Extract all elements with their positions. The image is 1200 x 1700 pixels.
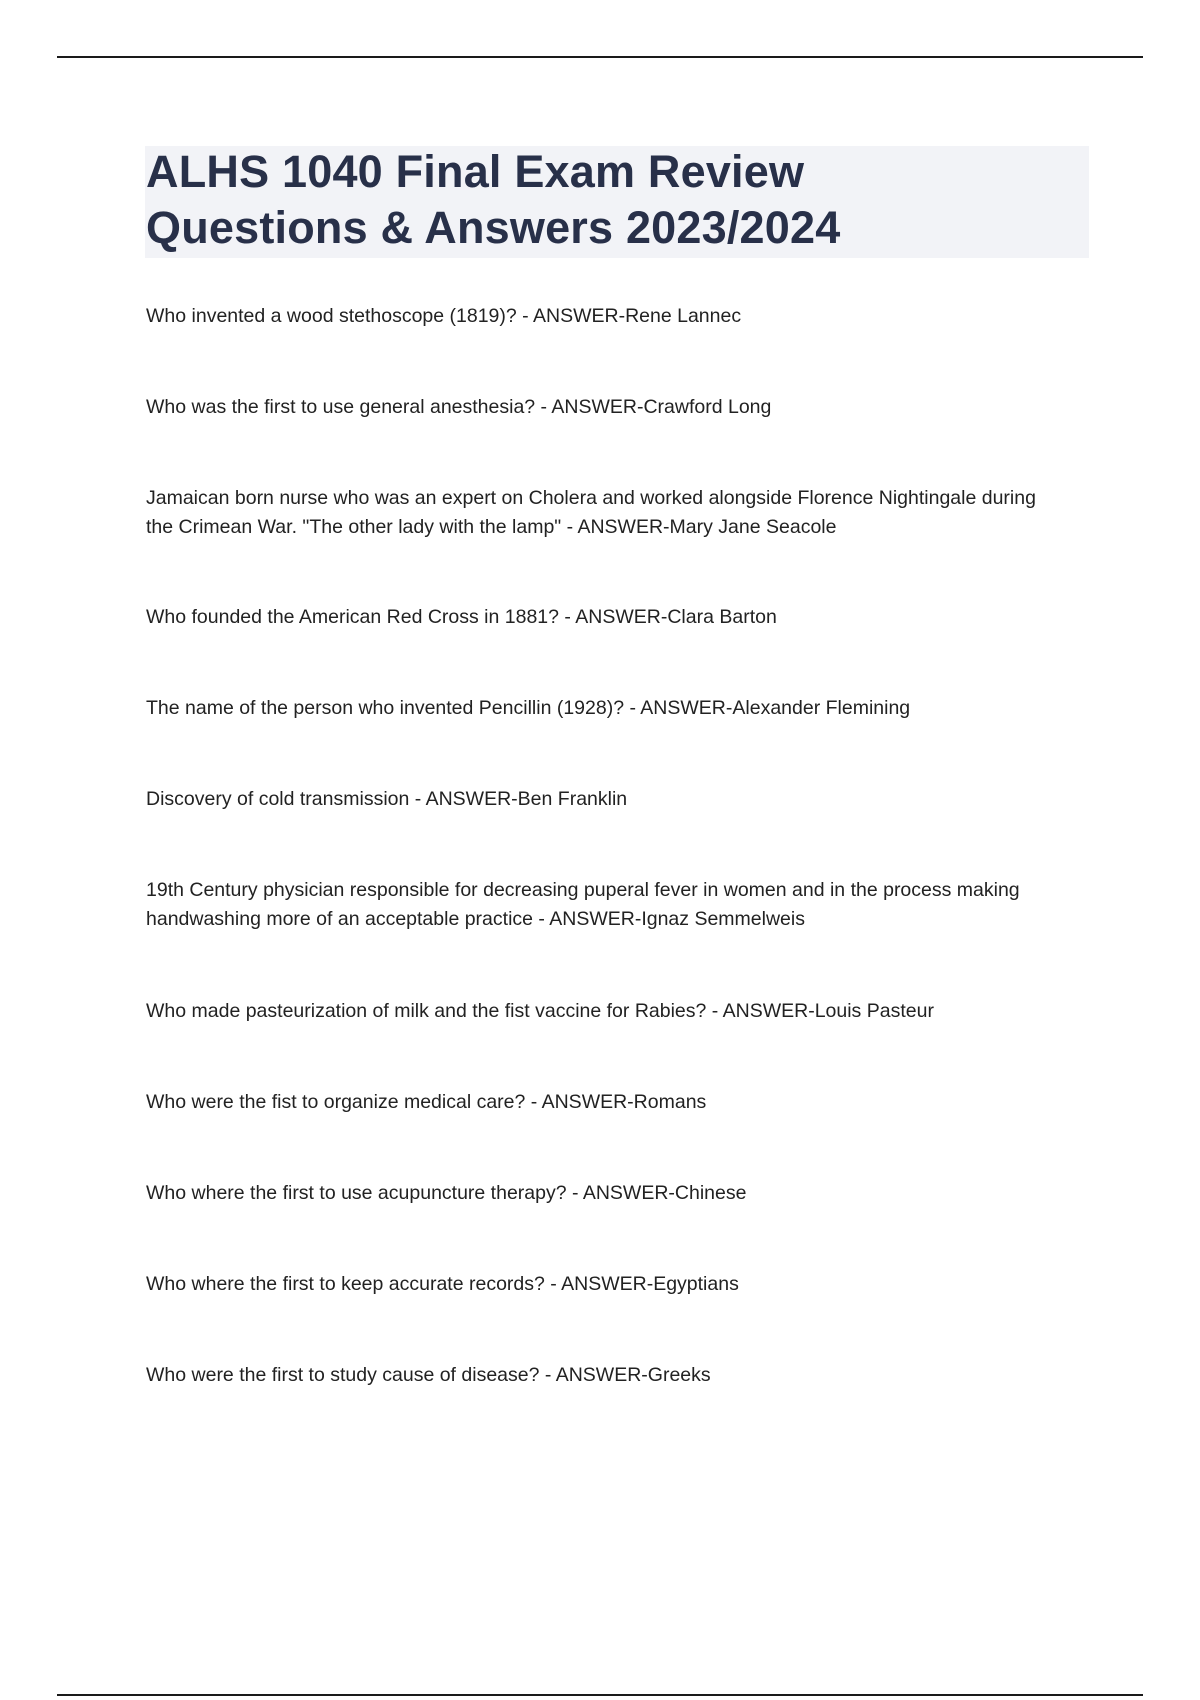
qa-item [146, 1179, 1076, 1208]
title-line-1: ALHS 1040 Final Exam Review [146, 146, 805, 197]
qa-text: Who was the first to use general anesthesia? - ANSWER-Crawford Long [146, 396, 772, 418]
page-title [146, 144, 1086, 256]
qa-item [146, 694, 1076, 723]
qa-item [146, 484, 1076, 542]
qa-text: Jamaican born nurse who was an expert on Cholera and worked alongside Florence Nightingale during [146, 487, 1036, 509]
qa-item [146, 1361, 1076, 1390]
qa-item [146, 302, 1076, 331]
qa-text: handwashing more of an acceptable practice - ANSWER-Ignaz Semmelweis [146, 908, 805, 930]
qa-item [146, 1270, 1076, 1299]
qa-text: Who were the fist to organize medical care? - ANSWER-Romans [146, 1091, 707, 1113]
qa-item [146, 876, 1076, 934]
qa-text: 19th Century physician responsible for decreasing puperal fever in women and in the process making [146, 879, 1020, 901]
qa-text: Discovery of cold transmission - ANSWER-Ben Franklin [146, 788, 628, 810]
qa-text: Who invented a wood stethoscope (1819)? - ANSWER-Rene Lannec [146, 305, 742, 327]
qa-item [146, 393, 1076, 422]
qa-text: The name of the person who invented Pencillin (1928)? - ANSWER-Alexander Flemining [146, 697, 911, 719]
qa-text: the Crimean War. "The other lady with the lamp" - ANSWER-Mary Jane Seacole [146, 516, 837, 538]
bottom-rule [57, 1694, 1143, 1696]
qa-text: Who were the first to study cause of disease? - ANSWER-Greeks [146, 1364, 711, 1386]
qa-item [146, 1088, 1076, 1117]
qa-text: Who where the first to keep accurate records? - ANSWER-Egyptians [146, 1273, 739, 1295]
top-rule [57, 56, 1143, 58]
title-line-2: Questions & Answers 2023/2024 [146, 202, 841, 253]
qa-item [146, 603, 1076, 632]
qa-text: Who made pasteurization of milk and the fist vaccine for Rabies? - ANSWER-Louis Pasteur [146, 1000, 934, 1022]
qa-text: Who founded the American Red Cross in 1881? - ANSWER-Clara Barton [146, 606, 777, 628]
qa-item [146, 997, 1076, 1026]
qa-text: Who where the first to use acupuncture therapy? - ANSWER-Chinese [146, 1182, 747, 1204]
qa-item [146, 785, 1076, 814]
